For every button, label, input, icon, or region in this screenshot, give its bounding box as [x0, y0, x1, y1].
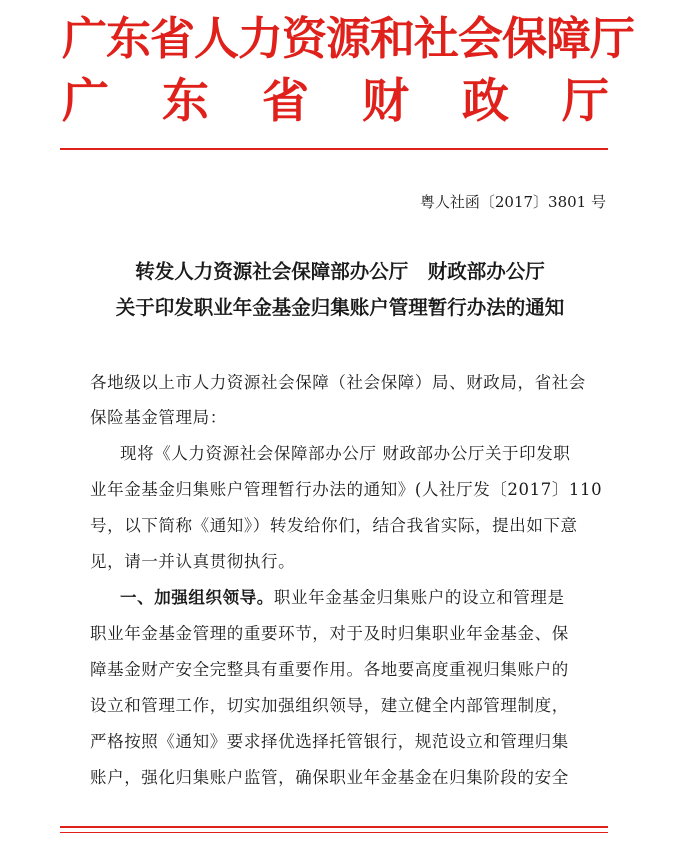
- document-title-line-2: 关于印发职业年金基金归集账户管理暂行办法的通知: [115, 296, 565, 319]
- paragraph-2-line: 严格按照《通知》要求择优选择托管银行，规范设立和管理归集: [90, 732, 569, 751]
- salutation-line-2: 保险基金管理局：: [90, 408, 227, 427]
- paragraph-2-text: 职业年金基金归集账户的设立和管理是: [273, 588, 565, 607]
- footer-red-rule-thin: [60, 832, 608, 833]
- paragraph-2-line: 障基金财产安全完整具有重要作用。各地要高度重视归集账户的: [90, 660, 569, 679]
- paragraph-1-line: 见，请一并认真贯彻执行。: [90, 552, 296, 571]
- document-title-line-1: 转发人力资源社会保障部办公厅 财政部办公厅: [135, 260, 545, 283]
- paragraph-2-line: 设立和管理工作，切实加强组织领导，建立健全内部管理制度，: [90, 696, 569, 715]
- salutation-line-1: 各地级以上市人力资源社会保障（社会保障）局、财政局，省社会: [90, 373, 586, 392]
- paragraph-2-line: 账户，强化归集账户监管，确保职业年金基金在归集阶段的安全: [90, 768, 569, 787]
- paragraph-2-line: 职业年金基金管理的重要环节，对于及时归集职业年金基金、保: [90, 624, 569, 643]
- issuing-org-line-2: 广东省财政厅: [62, 74, 662, 129]
- footer-red-rule: [60, 826, 608, 828]
- document-number: 粤人社函〔2017〕3801 号: [419, 193, 606, 211]
- paragraph-1-line: 号，以下简称《通知》）转发给你们，结合我省实际，提出如下意: [90, 516, 578, 535]
- section-heading: 一、加强组织领导。: [120, 588, 274, 607]
- paragraph-2-first-line: [120, 590, 565, 607]
- paragraph-1-line: 现将《人力资源社会保障部办公厅 财政部办公厅关于印发职: [120, 444, 571, 463]
- header-red-rule: [60, 148, 608, 150]
- paragraph-1-line: 业年金基金归集账户管理暂行办法的通知》(人社厅发〔2017〕110: [90, 480, 603, 499]
- issuing-org-line-1: 广东省人力资源和社会保障厅: [62, 12, 635, 65]
